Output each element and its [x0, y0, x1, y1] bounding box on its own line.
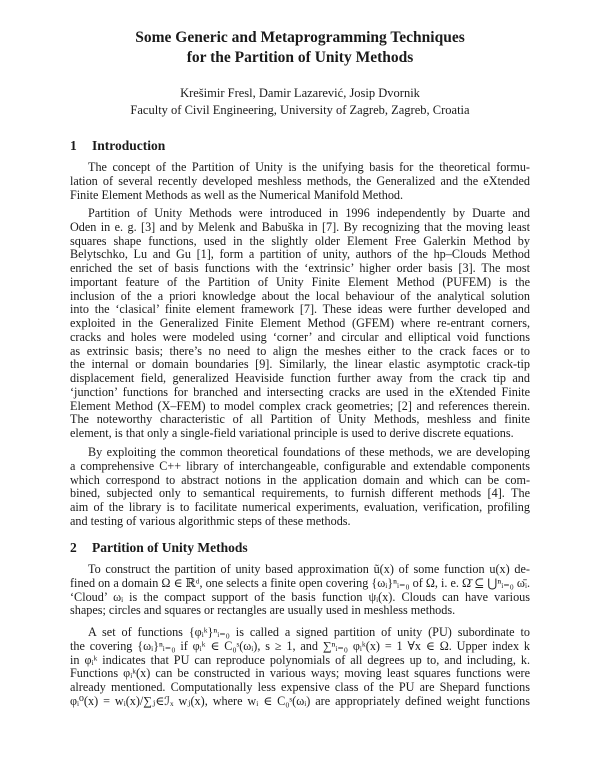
text-line: into the ‘clasical’ finite element framework [7]. These ideas were further developed and — [70, 303, 530, 317]
text-line: bined, subjected only to semantical requirements, to furnish different methods [4]. The — [70, 487, 530, 501]
section-heading-introduction — [70, 138, 165, 154]
paragraph — [70, 563, 530, 618]
text-line: and testing of various algorithmic steps of these methods. — [70, 514, 351, 528]
text-line: Functions φᵢᵏ(x) can be constructed in various ways; moving least squares functions were — [70, 667, 530, 681]
text-line: as extrinsic basis; there’s no need to align the meshes either to the crack faces or to — [70, 344, 530, 358]
text-line: the internal or domain boundaries [9]. Similarly, the linear elastic asymptotic crack-tip — [70, 358, 530, 372]
text-line: Belytschko, Lu and Gu [1], form a partition of unity, authors of the hp–Clouds Method — [70, 248, 530, 262]
text-line: ‘Cloud’ ωᵢ is the compact support of the basis function ψᵢ(x). Clouds can have various — [70, 590, 530, 604]
text-line: lation of several recently developed meshless methods, the Generalized and the eXtended — [70, 174, 530, 188]
text-line: By exploiting the common theoretical foundations of these methods, we are developing — [88, 446, 530, 459]
section-title: Partition of Unity Methods — [92, 540, 248, 555]
text-line: shapes; circles and squares or rectangles are usually used in meshless methods. — [70, 604, 456, 618]
text-line: in φᵢᵏ indicates that PU can reproduce polynomials of all degrees up to, and including, k. — [70, 653, 530, 667]
paragraph — [70, 626, 530, 709]
section-heading-partition-of-unity — [70, 540, 248, 556]
text-line: The concept of the Partition of Unity is the unifying basis for the theoretical formu- — [88, 161, 530, 174]
text-line: exploited in the Generalized Finite Element Method (GFEM) where re-entrant corners, — [70, 317, 530, 330]
text-line: Element Method (X–FEM) to model complex crack geometries; [2] and references therein. — [70, 399, 530, 413]
paragraph — [70, 161, 530, 202]
text-line: which correspond to abstract notions in the application domain and which can be com- — [70, 473, 530, 487]
text-line: the covering {ωᵢ}ⁿᵢ₌₀ if φᵢᵏ ∈ C₀ˢ(ωᵢ), s ≥ 1, and ∑ⁿᵢ₌₀ φᵢᵏ(x) = 1 ∀x ∈ Ω. Upper index k — [70, 639, 530, 653]
text-line: A set of functions {φᵢᵏ}ⁿᵢ₌₀ is called a signed partition of unity (PU) subordinate to — [88, 626, 530, 639]
text-line: Oden in e. g. [3] and by Melenk and Babuška in [7]. By recognizing that the moving least — [70, 220, 530, 234]
section-number: 1 — [70, 138, 77, 153]
text-line: already mentioned. Computationally less expensive class of the PU are Shepard functions — [70, 681, 530, 694]
text-line: The noteworthy characteristic of all Partition of Unity Methods, meshless and finite — [70, 413, 530, 427]
text-line: displacement field, generalized Heaviside function further away from the crack tip and — [70, 372, 530, 385]
text-line: To construct the partition of unity based approximation ũ(x) of some function u(x) de- — [88, 563, 530, 576]
paragraph — [70, 207, 530, 441]
text-line: important feature of the Partition of Unity Finite Element Method (PUFEM) is the — [70, 275, 530, 289]
affiliation: Faculty of Civil Engineering, University of Zagreb, Zagreb, Croatia — [130, 103, 470, 117]
text-line: ‘junction’ functions for branched and intersecting cracks are used in the eXtended Finite — [70, 385, 530, 399]
section-title: Introduction — [92, 138, 166, 153]
title-line: for the Partition of Unity Methods — [186, 49, 414, 66]
text-line: inclusion of the a priori knowledge about the local behaviour of the analytical solution — [70, 289, 530, 303]
text-line: aim of the library is to facilitate numerical experiments, evaluation, verification, profiling — [70, 501, 530, 514]
title-line: Some Generic and Metaprogramming Techniques — [135, 29, 465, 46]
text-line: cracks and holes were modeled using ‘corner’ and circular and elliptical void functions — [70, 330, 530, 344]
text-line: fined on a domain Ω ∈ ℝᵈ, one selects a finite open covering {ωᵢ}ⁿᵢ₌₀ of Ω, i. e. Ω̄ ⊆ ⋃ⁿᵢ₌₀ ω̄ᵢ. — [70, 576, 530, 590]
text-line: squares shape functions, used in the slightly older Element Free Galerkin Method by — [70, 234, 530, 248]
text-line: Finite Element Methods as well as the Numerical Manifold Method. — [70, 188, 404, 202]
text-line: element, is that only a single-field variational principle is used to derive discrete equations. — [70, 427, 514, 440]
paragraph — [70, 446, 530, 529]
text-line: enriched the set of basis functions with the ‘extrinsic’ higher order basis [3]. The most — [70, 262, 530, 275]
text-line: a comprehensive C++ library of interchangeable, configurable and extendable components — [70, 459, 530, 473]
section-number: 2 — [70, 540, 77, 555]
text-line: φᵢ⁰(x) = wᵢ(x)/∑ⱼ∈ℐₓ wⱼ(x), where wᵢ ∈ C₀ˢ(ωᵢ) are appropriately defined weight functions — [70, 694, 530, 708]
text-line: Partition of Unity Methods were introduced in 1996 independently by Duarte and — [88, 207, 530, 220]
authors: Krešimir Fresl, Damir Lazarević, Josip Dvornik — [180, 86, 420, 100]
